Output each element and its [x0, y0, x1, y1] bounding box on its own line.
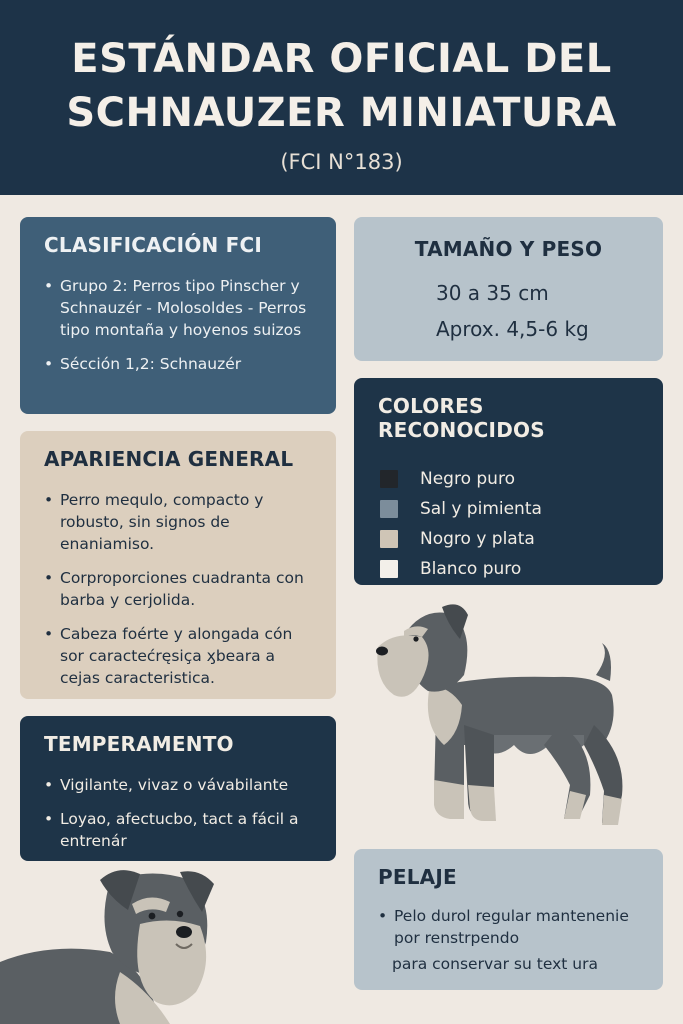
color-item [378, 554, 639, 584]
card-title: COLORES RECONOCIDOS [378, 394, 545, 442]
weight-value: Aprox. 4,5-6 kg [436, 317, 589, 341]
list-item: • Grupo 2: Perros tipo Pinscher y Schnauzér - Molosoldes - Perros tipo montaña y hoyenos suizos [44, 275, 312, 341]
color-label: Negro puro [420, 469, 515, 489]
color-swatch [380, 470, 398, 488]
header-banner [0, 0, 683, 195]
list-item: • Loyao, afectucbo, tact a fácil a entrenár [44, 808, 312, 852]
schnauzer-standing-illustration [364, 595, 664, 835]
page-title [0, 0, 683, 140]
card-colores [354, 378, 663, 585]
list-item: • Corproporciones cuadranta con barba y cerjolida. [44, 567, 312, 611]
color-item [378, 494, 639, 524]
schnauzer-head-illustration [0, 862, 230, 1024]
color-label: Blanco puro [420, 559, 522, 579]
pelaje-list [378, 905, 639, 949]
card-tamano-peso [354, 217, 663, 361]
card-title: TAMAÑO Y PESO [414, 237, 603, 261]
color-label: Nogro y plata [420, 529, 535, 549]
list-item: • Perro mequlo, compacto y robusto, sin signos de enaniamiso. [44, 489, 312, 555]
apariencia-list [44, 489, 312, 689]
card-title: CLASIFICACIÓN FCI [44, 233, 263, 257]
clasificacion-list [44, 275, 312, 375]
color-item [378, 464, 639, 494]
list-item: • Cabeza foérte y alongada cón sor caractećręsiça ӽbeara a cejas caracteristica. [44, 623, 312, 689]
list-item: • Sécción 1,2: Schnauzér [44, 353, 312, 375]
pelaje-extra: para conservar su text ura [392, 955, 598, 973]
card-pelaje [354, 849, 663, 990]
height-value: 30 a 35 cm [436, 281, 549, 305]
card-clasificacion [20, 217, 336, 414]
color-swatch [380, 530, 398, 548]
color-swatch [380, 500, 398, 518]
list-item: • Vigilante, vivaz o vávabilante [44, 774, 312, 796]
temperamento-list [44, 774, 312, 852]
card-temperamento [20, 716, 336, 861]
list-item: • Pelo durol regular mantenenie por renstrpendo [378, 905, 639, 949]
card-title: APARIENCIA GENERAL [44, 447, 294, 471]
title-line-2: SCHNAUZER MINIATURA [66, 90, 617, 136]
color-list [378, 464, 639, 584]
color-item [378, 524, 639, 554]
card-apariencia [20, 431, 336, 699]
page-subtitle: (FCI N°183) [280, 150, 403, 174]
title-line-1: ESTÁNDAR OFICIAL DEL [71, 36, 612, 82]
card-title: TEMPERAMENTO [44, 732, 234, 756]
color-label: Sal y pimienta [420, 499, 542, 519]
card-title: PELAJE [378, 865, 457, 889]
color-swatch [380, 560, 398, 578]
